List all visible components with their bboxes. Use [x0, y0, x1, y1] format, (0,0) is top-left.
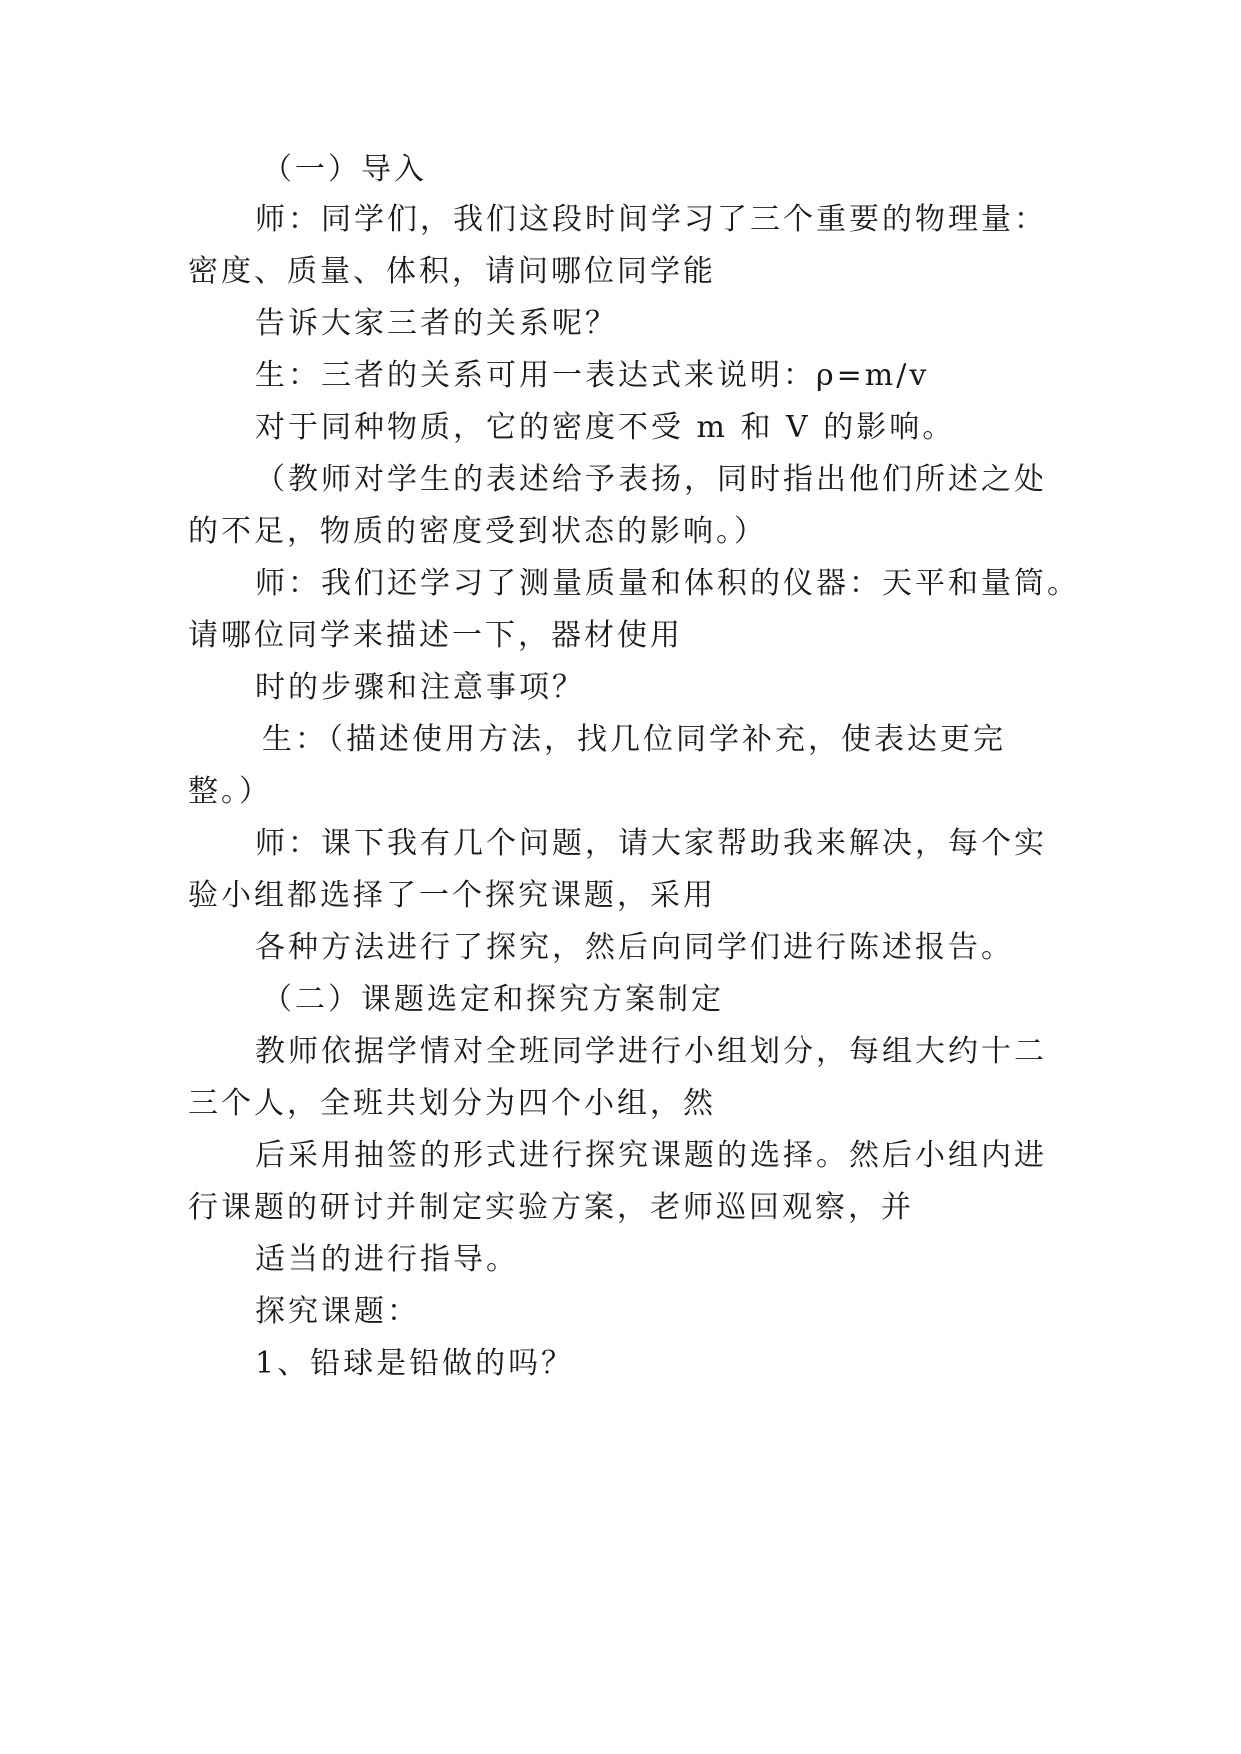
- paragraph-line: 教师依据学情对全班同学进行小组划分，每组大约十二: [255, 1034, 1047, 1069]
- paragraph-line: 后采用抽签的形式进行探究课题的选择。然后小组内进: [255, 1138, 1047, 1173]
- paragraph-line: （教师对学生的表述给予表扬，同时指出他们所述之处: [255, 462, 1047, 497]
- paragraph-line: 探究课题：: [255, 1294, 420, 1329]
- section-heading-topic: （二）课题选定和探究方案制定: [262, 982, 724, 1017]
- paragraph-line: 师：课下我有几个问题，请大家帮助我来解决，每个实: [255, 826, 1047, 861]
- paragraph-line: 生：三者的关系可用一表达式来说明：ρ=m/v: [255, 358, 930, 393]
- paragraph-line: 师：同学们，我们这段时间学习了三个重要的物理量：: [255, 202, 1047, 237]
- paragraph-line: 行课题的研讨并制定实验方案，老师巡回观察，并: [188, 1190, 914, 1225]
- paragraph-line: 请哪位同学来描述一下，器材使用: [188, 618, 683, 653]
- paragraph-line: 时的步骤和注意事项？: [255, 670, 585, 705]
- paragraph-line: 三个人，全班共划分为四个小组，然: [188, 1086, 716, 1121]
- paragraph-line: 密度、质量、体积，请问哪位同学能: [188, 254, 716, 289]
- paragraph-line: 各种方法进行了探究，然后向同学们进行陈述报告。: [255, 930, 1014, 965]
- paragraph-line: 告诉大家三者的关系呢？: [255, 306, 618, 341]
- paragraph-line: 验小组都选择了一个探究课题，采用: [188, 878, 716, 913]
- paragraph-line: 适当的进行指导。: [255, 1242, 519, 1277]
- paragraph-line: 生：（描述使用方法，找几位同学补充，使表达更完: [262, 722, 1006, 757]
- paragraph-line: 的不足，物质的密度受到状态的影响。）: [188, 514, 767, 549]
- paragraph-line: 整。）: [188, 774, 272, 809]
- list-item: 1、铅球是铅做的吗？: [255, 1346, 575, 1381]
- paragraph-line: 师：我们还学习了测量质量和体积的仪器：天平和量筒。: [255, 566, 1080, 601]
- section-heading-intro: （一）导入: [262, 152, 427, 187]
- paragraph-line: 对于同种物质，它的密度不受 m 和 V 的影响。: [255, 410, 956, 445]
